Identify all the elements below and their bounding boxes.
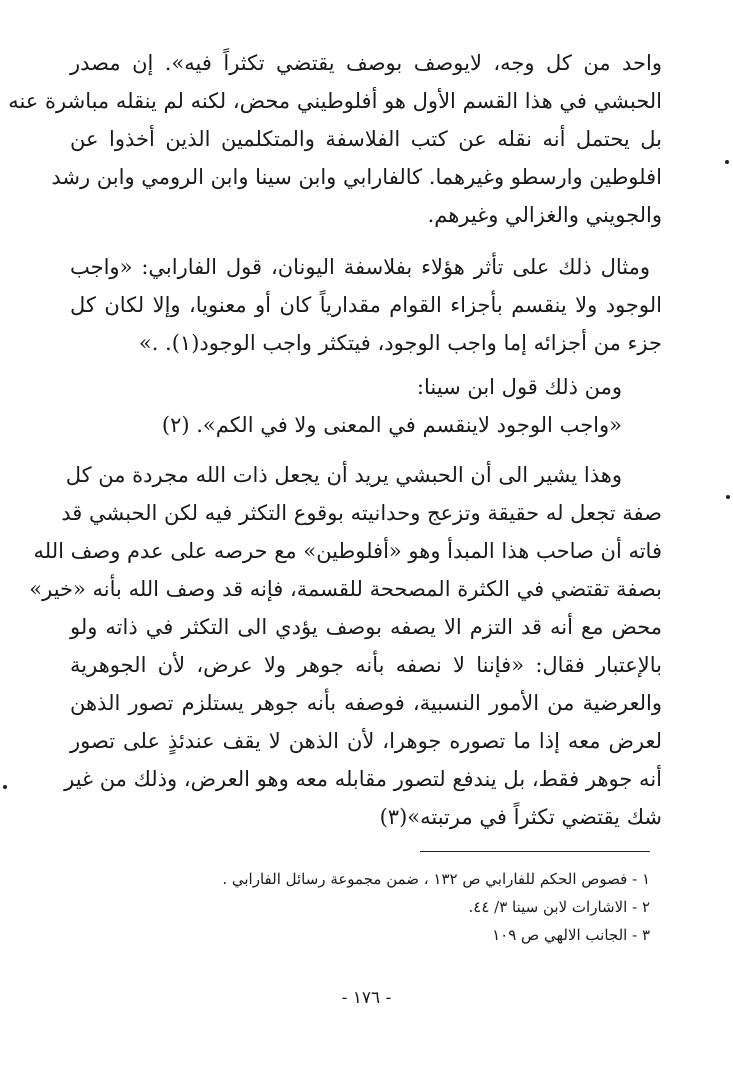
- text-line: جزء من أجزائه إما واجب الوجود، فيتكثر واجب الوجود(١). .»: [138, 331, 662, 355]
- text-line: ومن ذلك قول ابن سينا:: [416, 375, 622, 399]
- text-line: صفة تجعل له حقيقة وتزعج وحدانيته بوقوع التكثر فيه لكن الحبشي قد: [61, 501, 662, 525]
- text-line: محض مع أنه قد التزم الا يصفه بوصف يؤدي الى التكثر في ذاته ولو: [70, 615, 662, 639]
- text-line: بل يحتمل أنه نقله عن كتب الفلاسفة والمتكلمين الذين أخذوا عن: [70, 127, 662, 151]
- quote-line: «واجب الوجود لاينقسم في المعنى ولا في الكم». (٢): [161, 413, 622, 437]
- footnote-2: ٢ - الاشارات لابن سينا ٣/ ٤٤.: [468, 898, 650, 916]
- text-line: لعرض معه إذا ما تصوره جوهرا، لأن الذهن لا يقف عندئذٍ على تصور: [70, 729, 662, 753]
- footnote-3: ٣ - الجانب الالهي ص ١٠٩: [492, 926, 650, 944]
- footnotes: [180, 865, 650, 949]
- text-line: أنه جوهر فقط، بل يندفع لتصور مقابله معه وهو العرض، وذلك من غير: [64, 767, 662, 791]
- paragraph-2: [70, 248, 662, 362]
- text-line: والجويني والغزالي وغيرهم.: [427, 203, 662, 227]
- text-line: بصفة تقتضي في الكثرة المصححة للقسمة، فإنه قد وصف الله بأنه «خير»: [29, 577, 662, 601]
- page-number: - ١٧٦ -: [341, 988, 392, 1008]
- paragraph-3: [70, 368, 662, 444]
- footnote-separator: [420, 851, 650, 852]
- text-line: والعرضية من الأمور النسبية، فوصفه بأنه جوهر يستلزم تصور الذهن: [70, 691, 662, 715]
- text-line: الوجود ولا ينقسم بأجزاء القوام مقدارياً كان أو معنويا، وإلا لكان كل: [70, 293, 662, 317]
- text-line: وهذا يشير الى أن الحبشي يريد أن يجعل ذات الله مجردة من كل: [65, 463, 622, 487]
- text-line: واحد من كل وجه، لايوصف بوصف يقتضي تكثراً فيه». إن مصدر: [70, 51, 662, 75]
- text-line: شك يقتضي تكثراً في مرتبته»(٣): [379, 805, 662, 829]
- paragraph-1: [8, 44, 662, 234]
- text-line: بالإعتبار فقال: «فإننا لا نصفه بأنه جوهر ولا عرض، لأن الجوهرية: [70, 653, 662, 677]
- margin-dot: [725, 160, 729, 164]
- footnote-1: ١ - فصوص الحكم للفارابي ص ١٣٢ ، ضمن مجموعة رسائل الفارابي .: [222, 870, 650, 888]
- text-line: افلوطين وارسطو وغيرهما. كالفارابي وابن سينا وابن الرومي وابن رشد: [51, 165, 662, 189]
- margin-dot: [726, 495, 730, 499]
- paragraph-4: [29, 456, 662, 836]
- margin-dot: [3, 785, 7, 789]
- text-line: ومثال ذلك على تأثر هؤلاء بفلاسفة اليونان، قول الفارابي: «واجب: [70, 255, 650, 279]
- text-line: الحبشي في هذا القسم الأول هو أفلوطيني محض، لكنه لم ينقله مباشرة عنه: [8, 89, 662, 113]
- text-line: فاته أن صاحب هذا المبدأ وهو «أفلوطين» مع حرصه على عدم وصف الله: [33, 539, 662, 563]
